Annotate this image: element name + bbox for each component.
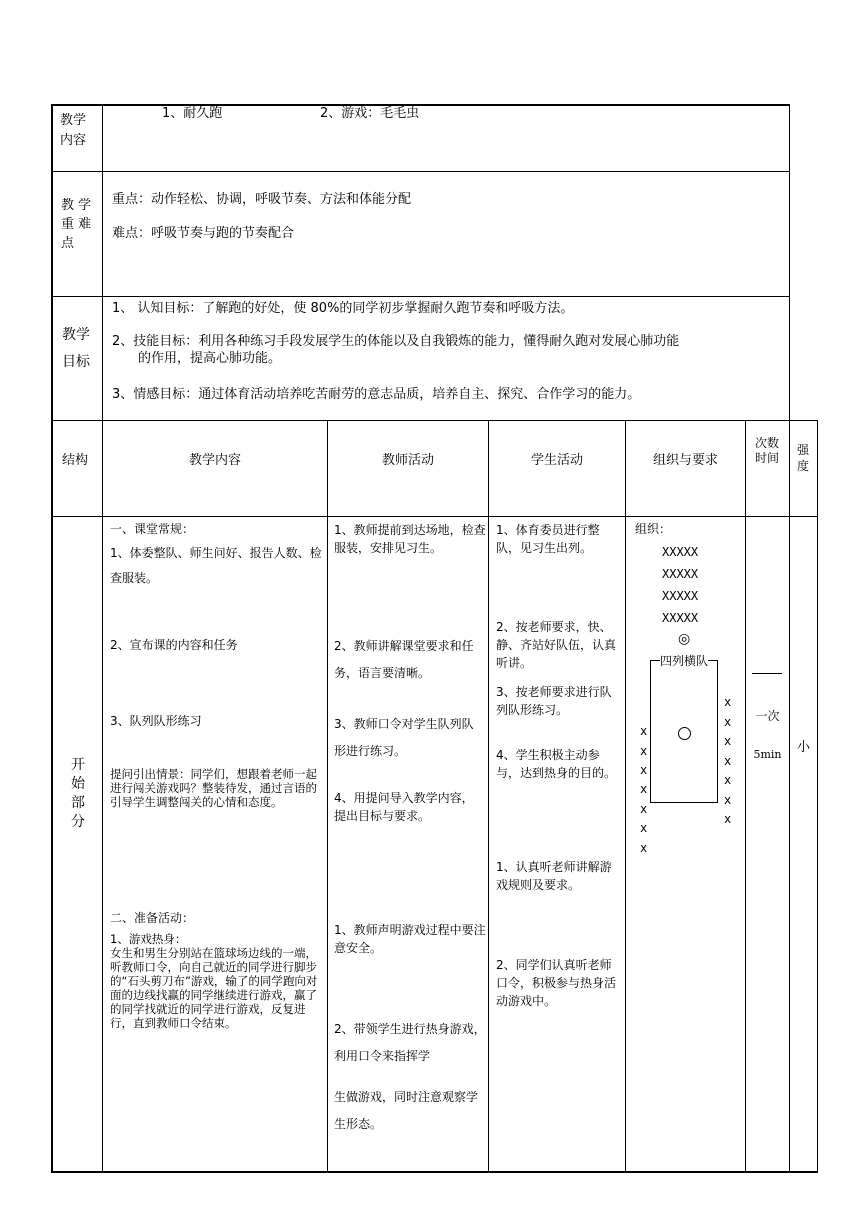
- teacher-activity-4: 4、用提问导入教学内容，提出目标与要求。: [334, 791, 474, 823]
- goal-2-line-1: 2、技能目标：利用各种练习手段发展学生的体能以及自我锻炼的能力，懂得耐久跑对发展心肺功能: [112, 334, 680, 349]
- row-label-keypoints-1: 教 学: [61, 198, 92, 213]
- teacher-activity-3: 3、教师口令对学生队列队形进行练习。: [334, 717, 474, 758]
- student-activity-1: 1、体育委员进行整队，见习生出列。: [496, 523, 600, 555]
- teacher-activity-7: 生做游戏，同时注意观察学生形态。: [334, 1090, 479, 1131]
- teacher-activity-2: 2、教师讲解课堂要求和任务，语言要清晰。: [334, 639, 474, 680]
- routine-title: 一、课堂常规：: [110, 522, 195, 536]
- student-mark: x: [640, 802, 648, 816]
- row-label-goals-2: 目标: [62, 354, 90, 370]
- teacher-symbol: ◎: [678, 631, 691, 647]
- formation-label: 四列横队: [660, 654, 709, 668]
- header-student: 学生活动: [530, 453, 583, 468]
- section-name: 开始部分: [71, 757, 85, 830]
- student-mark: x: [640, 841, 648, 855]
- row-label-keypoints-2: 重 难: [61, 217, 92, 232]
- teacher-activity-5: 1、教师声明游戏过程中要注意安全。: [334, 923, 486, 955]
- header-content: 教学内容: [188, 453, 241, 468]
- row-label-content-2: 内容: [60, 133, 87, 148]
- count-divider: [752, 673, 782, 674]
- content-item-2: 2、游戏：毛毛虫: [320, 106, 420, 121]
- student-mark: x: [640, 763, 648, 777]
- count-value: 一次: [755, 709, 780, 723]
- goal-3: 3、情感目标：通过体育活动培养吃苦耐劳的意志品质，培养自主、探究、合作学习的能力。: [112, 387, 641, 402]
- table-row-divider: [51, 171, 790, 172]
- row-label-content: 教学: [60, 113, 87, 128]
- student-mark: x: [724, 793, 732, 807]
- goal-2-line-2: 的作用，提高心肺功能。: [138, 351, 282, 366]
- table-row-divider: [51, 420, 818, 421]
- header-organization: 组织与要求: [652, 453, 718, 468]
- student-mark: x: [640, 744, 648, 758]
- warmup-title: 二、准备活动：: [110, 911, 195, 925]
- table-col-divider: [488, 420, 489, 1173]
- student-mark: x: [640, 782, 648, 796]
- organization-label: 组织：: [635, 522, 672, 536]
- intensity-value: 小: [796, 740, 810, 755]
- table-row-divider: [51, 296, 790, 297]
- routine-2: 2、宣布课的内容和任务: [110, 638, 238, 652]
- student-activity-3: 3、按老师要求进行队列队形练习。: [496, 685, 612, 717]
- content-item-1: 1、耐久跑: [162, 106, 223, 121]
- warmup-1-text: 女生和男生分别站在篮球场边线的一端，听教师口令，向自己就近的同学进行脚步的“石头剪刀布”游戏，输了的同学跑向对面的边线找赢的同学继续进行游戏，赢了的同学找就近的同学进行游戏，反复进行，直到教师口令结束。: [110, 946, 318, 1030]
- header-structure: 结构: [62, 453, 89, 468]
- table-row-divider: [51, 516, 818, 517]
- student-activity-4: 4、学生积极主动参与，达到热身的目的。: [496, 748, 617, 780]
- scenario-text: 提问引出情景：同学们，想跟着老师一起进行闯关游戏吗？整装待发，通过言语的引导学生调整闯关的心情和态度。: [110, 767, 317, 809]
- teacher-activity-6: 2、带领学生进行热身游戏，利用口令来指挥学: [334, 1022, 486, 1063]
- header-count-time: 次数时间: [754, 436, 779, 465]
- formation-row-4: XXXXX: [662, 611, 699, 625]
- table-col-divider: [102, 104, 103, 1173]
- table-col-divider: [625, 420, 626, 1173]
- table-col-divider: [745, 420, 746, 1173]
- table-col-divider: [327, 420, 328, 1173]
- formation-row-1: XXXXX: [662, 545, 699, 559]
- student-activity-2: 2、按老师要求，快、静、齐站好队伍，认真听讲。: [496, 620, 617, 670]
- student-mark: x: [724, 715, 732, 729]
- time-value: 5min: [753, 748, 782, 761]
- row-label-keypoints-3: 点: [61, 236, 75, 251]
- student-mark: x: [724, 773, 732, 787]
- row-label-goals-1: 教学: [62, 327, 90, 343]
- key-point-text: 重点：动作轻松、协调，呼吸节奏、方法和体能分配: [112, 192, 412, 207]
- student-mark: x: [724, 812, 732, 826]
- student-activity-6: 2、同学们认真听老师口令，积极参与热身活动游戏中。: [496, 958, 617, 1008]
- table-border-right-lower: [817, 420, 818, 1173]
- student-activity-5: 1、认真听老师讲解游戏规则及要求。: [496, 860, 612, 892]
- student-mark: x: [724, 734, 732, 748]
- student-mark: x: [640, 821, 648, 835]
- student-mark: x: [724, 695, 732, 709]
- difficulty-text: 难点：呼吸节奏与跑的节奏配合: [112, 226, 295, 241]
- teacher-position-icon: [678, 727, 691, 740]
- warmup-1-title: 1、游戏热身：: [110, 932, 187, 946]
- goal-1: 1、 认知目标：了解跑的好处，使 80%的同学初步掌握耐久跑节奏和呼吸方法。: [112, 301, 574, 316]
- formation-row-2: XXXXX: [662, 567, 699, 581]
- teacher-activity-1: 1、教师提前到达场地，检查服装，安排见习生。: [334, 523, 486, 555]
- formation-row-3: XXXXX: [662, 589, 699, 603]
- header-teacher: 教师活动: [381, 453, 434, 468]
- student-mark: x: [640, 724, 648, 738]
- table-border-bottom: [51, 1171, 818, 1173]
- table-col-divider: [789, 420, 790, 1173]
- header-intensity: 强度: [796, 443, 809, 473]
- table-border-right-upper: [789, 104, 790, 421]
- routine-1: 1、体委整队、师生问好、报告人数、检查服装。: [110, 546, 322, 585]
- routine-3: 3、队列队形练习: [110, 714, 202, 728]
- student-mark: x: [724, 754, 732, 768]
- table-border-left: [51, 104, 53, 1173]
